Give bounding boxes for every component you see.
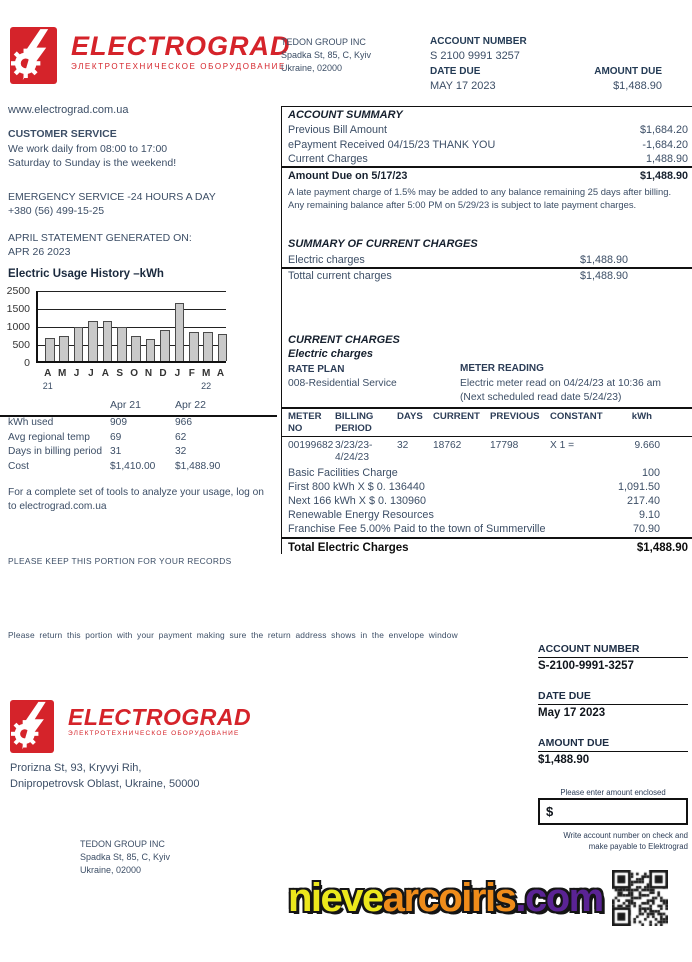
charge-line-label: Franchise Fee 5.00% Paid to the town of Summerville <box>288 523 546 535</box>
summary-current-charges-title: SUMMARY OF CURRENT CHARGES <box>288 238 478 250</box>
billing-period-header: BILLING PERIOD <box>335 411 374 434</box>
usage-row-label: Days in billing period <box>8 446 103 457</box>
usage-chart-plot <box>36 291 226 363</box>
chart-xtick-label: J <box>88 368 94 379</box>
summary-row-label: Current Charges <box>288 153 368 165</box>
company-address-line1: Prorizna St, 93, Kryvyi Rih, <box>10 762 142 774</box>
total-current-charges-row <box>288 269 688 283</box>
electric-charges-label: Electric charges <box>288 254 365 266</box>
customer-service-weekend: Saturday to Sunday is the weekend! <box>8 157 177 169</box>
days-value: 32 <box>397 440 409 451</box>
summary-row <box>288 123 688 137</box>
brand-tagline: ЭЛЕКТРОТЕХНИЧЕСКОЕ ОБОРУДОВАНИЕ <box>71 62 286 72</box>
usage-bar <box>189 332 199 361</box>
payee-address-line1: Spadka St, 85, C, Kyiv <box>80 852 171 862</box>
stub-rule <box>538 657 688 658</box>
payee-address-line2: Ukraine, 02000 <box>80 865 142 875</box>
payee-name: TEDON GROUP INC <box>80 839 165 849</box>
rate-meter-values <box>288 377 688 403</box>
current-charges-title: CURRENT CHARGES <box>288 334 400 346</box>
amount-enclosed-box[interactable] <box>538 798 688 825</box>
usage-col2-header: Apr 22 <box>175 399 206 411</box>
customer-service-title: CUSTOMER SERVICE <box>8 128 117 140</box>
chart-xtick-label: A <box>216 368 225 379</box>
charge-line-label: Basic Facilities Charge <box>288 467 398 479</box>
total-electric-charges-row <box>288 541 688 555</box>
charge-line-label: First 800 kWh X $ 0. 136440 <box>288 481 425 493</box>
stub-date-due-group <box>538 690 688 719</box>
divider-line <box>282 166 692 168</box>
stub-amount-due-value: $1,488.90 <box>538 754 590 766</box>
chart-year-label: 21 <box>42 381 53 391</box>
stub-rule <box>538 704 688 705</box>
chart-xtick-label: A <box>44 368 52 379</box>
stub-amount-due-group <box>538 737 688 766</box>
usage-row-value1: 69 <box>110 431 122 443</box>
sender-address-line1: Spadka St, 85, C, Kyiv <box>281 50 372 60</box>
summary-row-value: $1,684.20 <box>639 124 688 136</box>
chart-ytick-label: 0 <box>24 357 30 369</box>
chart-ytick-label: 500 <box>12 339 30 351</box>
usage-row-value2: $1,488.90 <box>175 460 221 472</box>
charge-line-value: 217.40 <box>626 495 660 507</box>
amount-due-row-label: Amount Due on 5/17/23 <box>288 170 408 182</box>
usage-tools-note-line2: to electrograd.com.ua <box>8 501 107 512</box>
check-note-line1: Write account number on check and <box>563 831 688 840</box>
kwh-value: 9.660 <box>634 440 660 451</box>
charge-line-label: Renewable Energy Resources <box>288 509 434 521</box>
usage-row-value1: 909 <box>110 417 127 428</box>
summary-row <box>288 152 688 166</box>
charge-line-value: 9.10 <box>638 509 660 521</box>
return-portion-note: Please return this portion with your payment making sure the return address shows in the envelope window <box>8 630 458 640</box>
usage-comparison-table <box>0 399 277 475</box>
chart-title: Electric Usage History –kWh <box>8 268 164 280</box>
chart-xtick-label: J <box>174 368 181 379</box>
chart-year-labels <box>36 381 226 392</box>
keep-portion-note: PLEASE KEEP THIS PORTION FOR YOUR RECORDS <box>8 556 232 566</box>
chart-gridline <box>38 309 226 310</box>
usage-row-label: Cost <box>8 460 29 472</box>
meter-reading-line2: (Next scheduled read date 5/24/23) <box>460 392 622 403</box>
brand-logo-remit <box>10 700 251 753</box>
watermark-url <box>288 876 603 921</box>
usage-bar <box>45 338 55 361</box>
chart-xtick-label: S <box>116 368 124 379</box>
usage-bar <box>146 339 156 361</box>
date-due-value: MAY 17 2023 <box>430 80 496 92</box>
usage-tools-note-line1: For a complete set of tools to analyze your usage, log on <box>8 487 264 498</box>
chart-xtick-label: N <box>144 368 153 379</box>
meter-no-value: 00199682 <box>288 440 334 451</box>
brand-wordmark: ELECTROGRAD <box>68 704 252 730</box>
charge-line <box>288 522 688 536</box>
charge-line <box>288 466 688 480</box>
usage-row-label: Avg regional temp <box>8 431 90 443</box>
stub-amount-due-label: AMOUNT DUE <box>538 737 610 749</box>
stub-date-due-value: May 17 2023 <box>538 707 606 719</box>
summary-row-value: 1,488.90 <box>645 153 688 165</box>
usage-bar <box>218 334 228 361</box>
emergency-service-title: EMERGENCY SERVICE -24 HOURS A DAY <box>8 191 216 203</box>
divider-line <box>282 407 692 409</box>
table-row <box>0 432 277 447</box>
brand-tagline: ЭЛЕКТРОТЕХНИЧЕСКОЕ ОБОРУДОВАНИЕ <box>68 730 240 738</box>
usage-row-value2: 966 <box>175 417 192 428</box>
chart-ytick-label: 1500 <box>6 303 30 315</box>
account-number-label: ACCOUNT NUMBER <box>430 36 527 47</box>
chart-gridline <box>38 291 226 292</box>
usage-row-value2: 32 <box>175 446 187 457</box>
total-electric-charges-value: $1,488.90 <box>636 542 688 554</box>
chart-ytick-label: 2500 <box>6 285 30 297</box>
brand-wordmark: ELECTROGRAD <box>71 31 291 61</box>
charge-line <box>288 508 688 522</box>
chart-y-axis <box>0 285 30 369</box>
previous-value: 17798 <box>490 440 519 451</box>
stub-account-number-value: S-2100-9991-3257 <box>538 660 634 672</box>
amount-due-row <box>288 169 688 183</box>
currency-prefix: $ <box>546 804 554 819</box>
sender-name: TEDON GROUP INC <box>281 37 366 47</box>
table-row <box>0 446 277 461</box>
usage-row-label: kWh used <box>8 417 54 428</box>
brand-text <box>71 27 291 71</box>
usage-history-chart <box>0 268 240 400</box>
sender-address-line2: Ukraine, 02000 <box>281 63 343 73</box>
chart-xtick-label: F <box>188 368 195 379</box>
total-current-charges-value: $1,488.90 <box>580 270 629 282</box>
summary-row-label: Previous Bill Amount <box>288 124 388 136</box>
usage-row-value2: 62 <box>175 431 187 443</box>
divider-line <box>282 436 692 437</box>
usage-row-value1: $1,410.00 <box>110 460 156 472</box>
sender-address-block <box>281 36 371 75</box>
stub-account-number-label: ACCOUNT NUMBER <box>538 643 640 655</box>
watermark-segment3: .com <box>515 876 603 920</box>
usage-bar <box>175 303 185 361</box>
meter-no-header: METER NO <box>288 411 322 434</box>
divider-line <box>282 106 692 107</box>
constant-value: X 1 = <box>550 440 575 451</box>
current-value: 18762 <box>433 440 462 451</box>
chart-xtick-label: M <box>201 368 211 379</box>
meter-table-row <box>288 440 688 464</box>
lightning-gear-icon <box>10 27 57 84</box>
usage-bar <box>203 332 213 361</box>
rate-meter-labels <box>288 363 688 375</box>
emergency-phone: +380 (56) 499-15-25 <box>8 205 105 217</box>
customer-service-hours: We work daily from 08:00 to 17:00 <box>8 143 168 155</box>
amount-due-label: AMOUNT DUE <box>594 66 662 77</box>
chart-xtick-label: D <box>159 368 167 379</box>
brand-logo <box>10 27 291 84</box>
electric-charges-value: $1,488.90 <box>580 254 629 266</box>
total-current-charges-label: Tottal current charges <box>288 270 392 282</box>
qr-code <box>612 870 668 926</box>
date-due-label: DATE DUE <box>430 66 481 77</box>
stub-date-due-label: DATE DUE <box>538 690 591 702</box>
previous-header: PREVIOUS <box>490 411 540 422</box>
company-address-line2: Dnipropetrovsk Oblast, Ukraine, 50000 <box>10 778 200 790</box>
brand-text <box>68 700 251 737</box>
late-payment-note: A late payment charge of 1.5% may be added to any balance remaining 25 days after billing. Any remaining balance after 5:00 PM on 5/29/23 is subject to late payment charges. <box>288 186 672 210</box>
kwh-header: kWh <box>631 411 652 422</box>
summary-row <box>288 138 688 152</box>
usage-bar <box>160 330 170 361</box>
account-number-value: S 2100 9991 3257 <box>430 50 520 62</box>
statement-generated-date: APR 26 2023 <box>8 246 71 258</box>
account-header <box>430 34 662 94</box>
usage-bar <box>74 327 84 361</box>
website-url: www.electrograd.com.ua <box>8 104 129 116</box>
billing-period-value <box>335 440 397 464</box>
chart-xtick-label: J <box>73 368 80 379</box>
days-header: DAYS <box>397 411 423 422</box>
usage-bar <box>59 336 69 361</box>
billing-period-line2: 4/24/23 <box>335 452 369 463</box>
charge-line-label: Next 166 kWh X $ 0. 130960 <box>288 495 427 507</box>
billing-period-line1: 3/23/23- <box>335 440 373 451</box>
current-charges-subtitle: Electric charges <box>288 348 373 360</box>
usage-bar <box>103 321 113 361</box>
meter-reading-line1: Electric meter read on 04/24/23 at 10:36 am <box>460 378 661 389</box>
constant-header: CONSTANT <box>550 411 603 422</box>
right-column-rule <box>281 106 282 554</box>
usage-bar <box>131 336 141 361</box>
divider-line <box>282 537 692 539</box>
watermark-segment1: nieve <box>288 876 383 920</box>
charge-line <box>288 480 688 494</box>
stub-account-number-group <box>538 643 688 672</box>
amount-due-value: $1,488.90 <box>613 80 662 92</box>
charge-line-value: 70.90 <box>632 523 660 535</box>
rate-plan-label: RATE PLAN <box>288 364 345 375</box>
chart-x-axis <box>36 368 226 380</box>
charge-line <box>288 494 688 508</box>
chart-year-label: 22 <box>201 381 212 391</box>
chart-xtick-label: O <box>130 368 139 379</box>
total-electric-charges-label: Total Electric Charges <box>288 542 409 554</box>
summary-row-label: ePayment Received 04/15/23 THANK YOU <box>288 138 496 151</box>
payee-address-block <box>80 838 170 877</box>
summary-row-value: -1,684.20 <box>642 138 688 151</box>
table-row <box>0 417 277 432</box>
meter-reading-label: METER READING <box>460 363 544 374</box>
usage-bar <box>117 327 127 361</box>
amount-due-row-value: $1,488.90 <box>639 170 688 182</box>
chart-ytick-label: 1000 <box>6 321 30 333</box>
meter-table-header <box>288 411 688 435</box>
table-row <box>0 461 277 476</box>
check-note-line2: make payable to Elektrograd <box>588 842 688 851</box>
electric-charges-row <box>288 253 688 267</box>
usage-bar <box>88 321 98 361</box>
statement-generated-label: APRIL STATEMENT GENERATED ON: <box>8 232 192 244</box>
charge-line-value: 100 <box>641 467 660 479</box>
company-address-block <box>10 760 200 792</box>
watermark-segment2: arcoiris <box>382 876 516 920</box>
stub-rule <box>538 751 688 752</box>
charge-line-value: 1,091.50 <box>617 481 660 493</box>
chart-gridline <box>38 327 226 328</box>
account-summary-title: ACCOUNT SUMMARY <box>288 109 403 121</box>
lightning-gear-icon <box>10 700 54 753</box>
current-header: CURRENT <box>433 411 480 422</box>
chart-xtick-label: M <box>57 368 67 379</box>
chart-xtick-label: A <box>101 368 109 379</box>
usage-row-value1: 31 <box>110 446 122 457</box>
enter-amount-label: Please enter amount enclosed <box>560 788 666 797</box>
usage-col1-header: Apr 21 <box>110 399 141 411</box>
rate-plan-value: 008-Residential Service <box>288 378 397 389</box>
